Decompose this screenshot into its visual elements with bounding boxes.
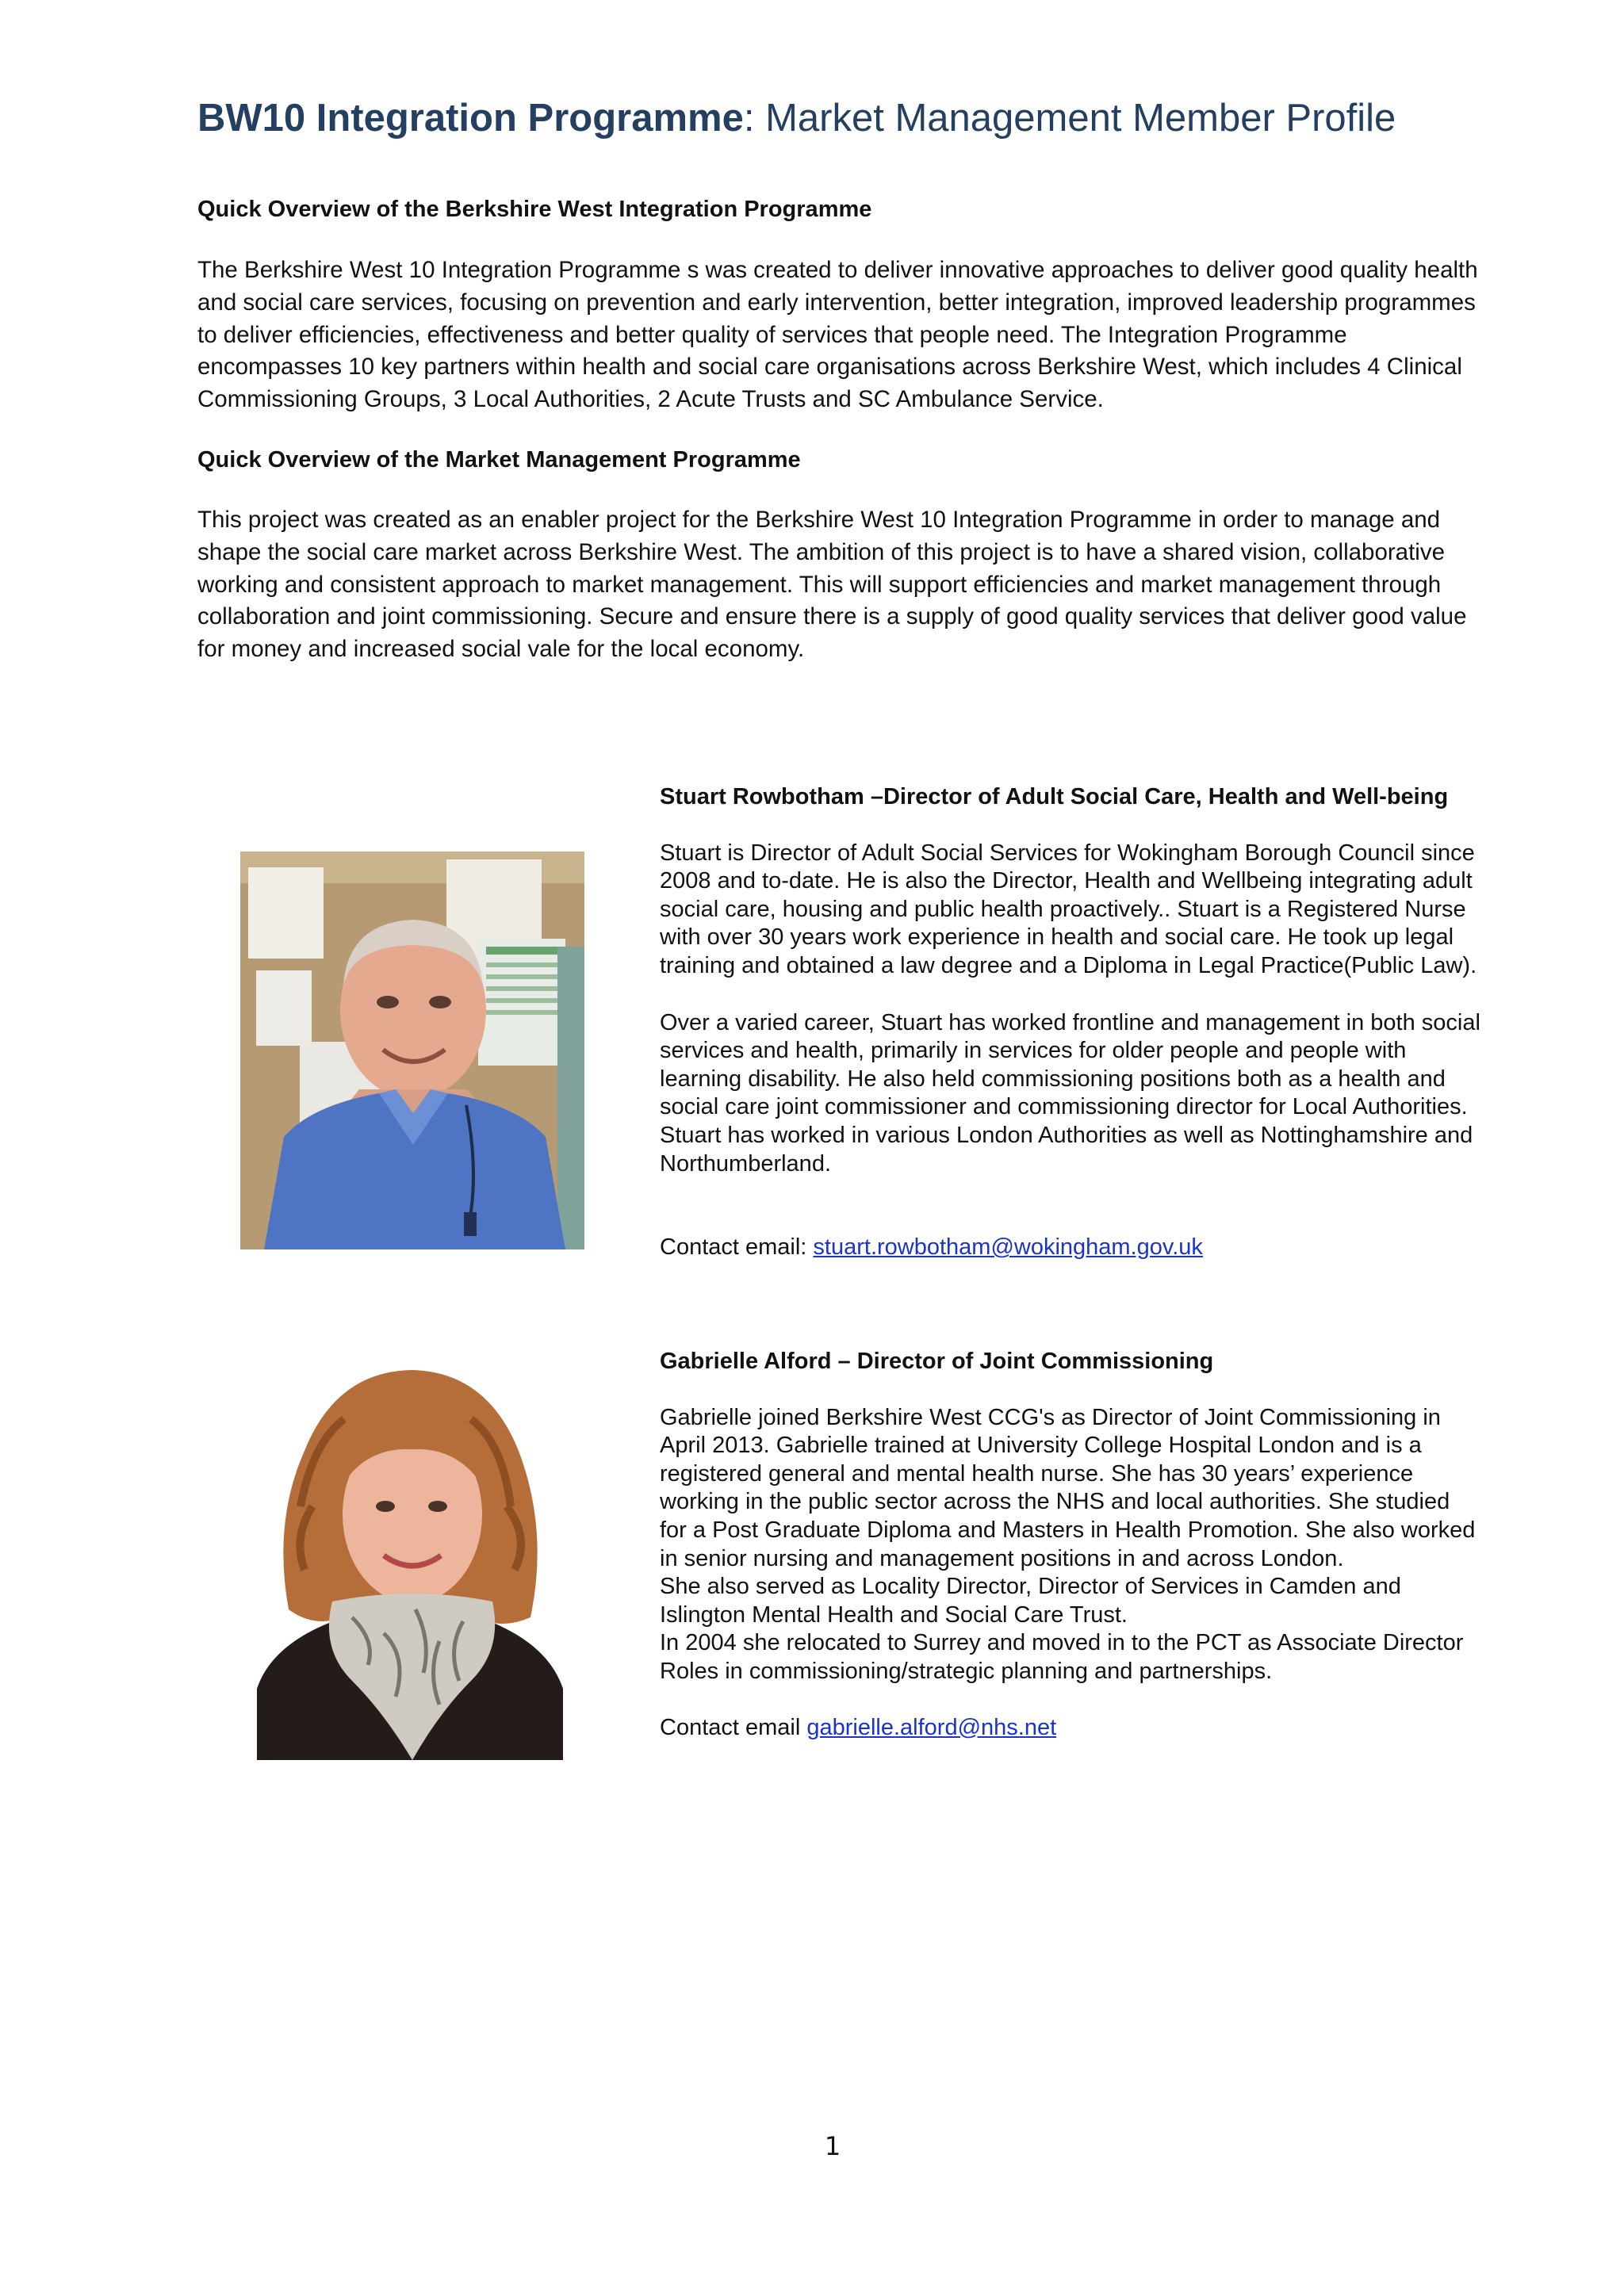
stuart-rowbotham-photo — [240, 851, 584, 1249]
profile-name: Stuart Rowbotham –Director of Adult Social Care, Health and Well-being — [660, 784, 1449, 809]
title-subtitle: : Market Management Member Profile — [743, 97, 1396, 140]
integration-overview-heading: Quick Overview of the Berkshire West Integration Programme — [197, 197, 872, 222]
integration-overview-body: The Berkshire West 10 Integration Programme s was created to deliver innovative approaches to deliver good quality health and social care services, focusing on prevention and early intervention, better integration, improved leadership programmes to deliver efficiencies, effectiveness and better quality of services that people need. The Integration Programme encompasses 10 key partners within health and social care organisations across Berkshire West, which includes 4 Clinical Commissioning Groups, 3 Local Authorities, 2 Acute Trusts and SC Ambulance Service. — [197, 257, 1478, 413]
profile-contact — [660, 1714, 1480, 1743]
profile-bio-paragraph: In 2004 she relocated to Surrey and moved in to the PCT as Associate Director Roles in commissioning/strategic planning and partnerships. — [660, 1630, 1464, 1684]
gabrielle-alford-photo — [257, 1348, 563, 1760]
page-title — [197, 94, 1396, 143]
market-overview-body: This project was created as an enabler project for the Berkshire West 10 Integration Programme in order to manage and shape the social care market across Berkshire West. The ambition of this project is to have a shared vision, collaborative working and consistent approach to market management. This will support efficiencies and market management through collaboration and joint commissioning. Secure and ensure there is a supply of good quality services that deliver good value for money and increased social vale for the local economy. — [197, 507, 1467, 663]
profile-bio-paragraph: Over a varied career, Stuart has worked frontline and management in both social services and health, primarily in services for older people and people with learning disability. He also held commissioning positions both as a health and social care joint commissioner and commissioning director for Local Authorities. Stuart has worked in various London Authorities as well as Nottinghamshire and Northumberland. — [660, 1009, 1480, 1177]
gabrielle-photo-illustration — [257, 1348, 563, 1760]
profile-bio-paragraph: She also served as Locality Director, Director of Services in Camden and Islington Mental Health and Social Care Trust. — [660, 1574, 1401, 1628]
stuart-photo-illustration — [240, 851, 584, 1249]
title-programme-name: BW10 Integration Programme — [197, 97, 744, 140]
contact-email-link[interactable]: gabrielle.alford@nhs.net — [806, 1714, 1057, 1740]
stuart-rowbotham-profile — [660, 783, 1480, 1262]
page-number: 1 — [824, 2131, 841, 2161]
contact-label: Contact email: — [660, 1234, 814, 1261]
profile-name: Gabrielle Alford – Director of Joint Commissioning — [660, 1349, 1214, 1374]
profile-bio-paragraph: Gabrielle joined Berkshire West CCG's as Director of Joint Commissioning in April 2013. Gabrielle trained at University College Hospital London and is a registered general and mental health nurse. She has 30 years’ experience working in the public sector across the NHS and local authorities. She studied for a Post Graduate Diploma and Masters in Health Promotion. She also worked in senior nursing and management positions in and across London. — [660, 1404, 1476, 1571]
contact-label: Contact email — [660, 1714, 807, 1740]
market-overview-heading: Quick Overview of the Market Management Programme — [197, 447, 801, 473]
profile-bio-paragraph: Stuart is Director of Adult Social Services for Wokingham Borough Council since 2008 and to-date. He is also the Director, Health and Wellbeing integrating adult social care, housing and public health proactively.. Stuart is a Registered Nurse with over 30 years work experience in health and social care. He took up legal training and obtained a law degree and a Diploma in Legal Practice(Public Law). — [660, 840, 1477, 978]
profile-contact — [660, 1234, 1480, 1262]
contact-email-link[interactable]: stuart.rowbotham@wokingham.gov.uk — [813, 1234, 1203, 1261]
gabrielle-alford-profile — [660, 1348, 1480, 1742]
